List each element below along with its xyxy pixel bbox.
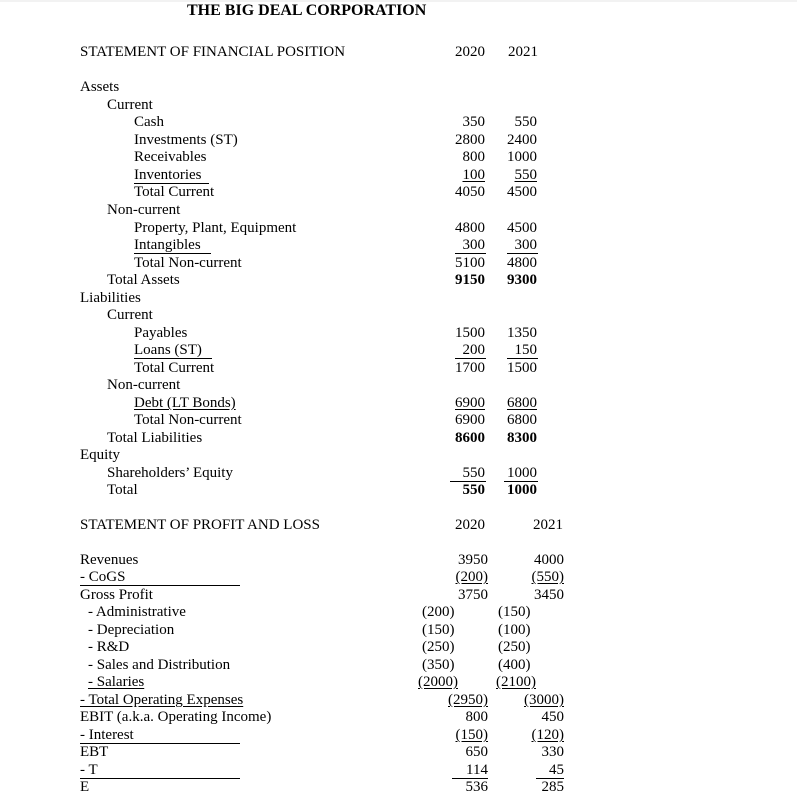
total-current-assets-label: Total Current — [134, 184, 215, 200]
debt-2020 — [445, 395, 485, 412]
spl-year-2021: 2021 — [533, 517, 563, 533]
shareholders-equity-2020: 550 — [462, 465, 485, 481]
cogs-2021-value: (550) — [531, 569, 564, 585]
ebt-label: EBT — [80, 744, 109, 760]
loans-label: Loans (ST) — [134, 342, 202, 358]
total-opex-label-text: - Total Operating Expenses — [80, 692, 244, 708]
noncurrent-liabilities-heading: Non-current — [107, 377, 181, 393]
depreciation-label: - Depreciation — [88, 622, 175, 638]
depreciation-2021: (100) — [498, 622, 531, 638]
noncurrent-assets-heading: Non-current — [107, 202, 181, 218]
interest-2021-value: (120) — [531, 727, 564, 743]
total-current-liabilities-2021: 1500 — [507, 360, 537, 376]
revenues-2021: 4000 — [534, 552, 564, 568]
receivables-label: Receivables — [134, 149, 207, 165]
debt-label-text: Debt (LT Bonds) — [134, 395, 236, 411]
spl-heading: STATEMENT OF PROFIT AND LOSS — [80, 517, 320, 533]
earnings-2021: 285 — [541, 779, 564, 795]
total-opex-2020-value: (2950) — [448, 692, 488, 708]
debt-label — [134, 395, 236, 412]
investments-2021: 2400 — [507, 132, 537, 148]
ebt-2021: 330 — [541, 744, 564, 760]
interest-2020-value: (150) — [455, 727, 488, 743]
total-opex-label — [80, 692, 243, 709]
sales-distribution-2020: (350) — [422, 657, 455, 673]
loans-2021: 150 — [514, 342, 537, 358]
sfp-year-2020: 2020 — [455, 44, 485, 60]
salaries-2020 — [418, 674, 458, 691]
interest-label: - Interest — [80, 727, 134, 743]
sfp-heading: STATEMENT OF FINANCIAL POSITION — [80, 44, 346, 60]
total-liabilities-label: Total Liabilities — [107, 430, 203, 446]
inventories-label: Inventories — [134, 167, 202, 183]
administrative-2021: (150) — [498, 604, 531, 620]
tax-rule — [80, 778, 240, 779]
total-liabilities-2021: 8300 — [507, 430, 537, 446]
inventories-2021-value: 550 — [514, 167, 537, 183]
interest-2021 — [516, 727, 564, 744]
total-current-assets-2020: 4050 — [455, 184, 485, 200]
cogs-2021 — [516, 569, 564, 586]
cash-label: Cash — [134, 114, 164, 130]
inventories-2020-value: 100 — [462, 167, 485, 183]
cogs-label: - CoGS — [80, 569, 126, 585]
sfp-year-2021: 2021 — [508, 44, 538, 60]
cash-2021: 550 — [514, 114, 537, 130]
total-opex-2020 — [440, 692, 488, 709]
liabilities-heading: Liabilities — [80, 290, 141, 306]
total-assets-label: Total Assets — [107, 272, 180, 288]
intangibles-label: Intangibles — [134, 237, 201, 253]
ebit-2021: 450 — [541, 709, 564, 725]
earnings-2020: 536 — [465, 779, 488, 795]
total-opex-2021 — [516, 692, 564, 709]
investments-2020: 2800 — [455, 132, 485, 148]
gross-profit-2021: 3450 — [534, 587, 564, 603]
receivables-2020: 800 — [462, 149, 485, 165]
total-noncurrent-liabilities-2020: 6900 — [455, 412, 485, 428]
ppe-2020: 4800 — [455, 220, 485, 236]
depreciation-2020: (150) — [422, 622, 455, 638]
total-equity-label: Total — [107, 482, 138, 498]
revenues-2020: 3950 — [458, 552, 488, 568]
interest-2020 — [440, 727, 488, 744]
total-opex-2021-value: (3000) — [524, 692, 564, 708]
rnd-label: - R&D — [88, 639, 130, 655]
cogs-2020 — [440, 569, 488, 586]
salaries-2021-value: (2100) — [496, 674, 536, 690]
total-noncurrent-assets-label: Total Non-current — [134, 255, 242, 271]
rnd-2020: (250) — [422, 639, 455, 655]
investments-label: Investments (ST) — [134, 132, 238, 148]
total-noncurrent-assets-2020: 5100 — [455, 255, 485, 271]
total-noncurrent-liabilities-label: Total Non-current — [134, 412, 242, 428]
administrative-label: - Administrative — [88, 604, 186, 620]
receivables-2021: 1000 — [507, 149, 537, 165]
loans-underline — [134, 358, 212, 359]
salaries-2020-value: (2000) — [418, 674, 458, 690]
document-title: THE BIG DEAL CORPORATION — [187, 2, 427, 19]
inventories-2021 — [497, 167, 537, 184]
total-assets-2021: 9300 — [507, 272, 537, 288]
rnd-2021: (250) — [498, 639, 531, 655]
tax-2021: 45 — [549, 762, 564, 778]
total-assets-2020: 9150 — [455, 272, 485, 288]
total-current-assets-2021: 4500 — [507, 184, 537, 200]
ebit-2020: 800 — [465, 709, 488, 725]
gross-profit-label: Gross Profit — [80, 587, 153, 603]
debt-2021 — [497, 395, 537, 412]
assets-heading: Assets — [80, 79, 120, 95]
total-equity-2021: 1000 — [507, 482, 537, 498]
sales-distribution-label: - Sales and Distribution — [88, 657, 231, 673]
gross-profit-2020: 3750 — [458, 587, 488, 603]
revenues-label: Revenues — [80, 552, 139, 568]
salaries-label — [88, 674, 144, 691]
salaries-2021 — [496, 674, 536, 691]
payables-label: Payables — [134, 325, 188, 341]
ppe-2021: 4500 — [507, 220, 537, 236]
cash-2020: 350 — [462, 114, 485, 130]
payables-2021: 1350 — [507, 325, 537, 341]
total-current-liabilities-label: Total Current — [134, 360, 215, 376]
loans-2020: 200 — [462, 342, 485, 358]
total-liabilities-2020: 8600 — [455, 430, 485, 446]
tax-2020: 114 — [466, 762, 488, 778]
total-noncurrent-assets-2021: 4800 — [507, 255, 537, 271]
spl-year-2020: 2020 — [455, 517, 485, 533]
debt-2020-value: 6900 — [455, 395, 485, 411]
cogs-rule — [80, 585, 240, 586]
earnings-label: E — [80, 779, 90, 795]
intangibles-2020: 300 — [462, 237, 485, 253]
total-noncurrent-liabilities-2021: 6800 — [507, 412, 537, 428]
salaries-label-text: - Salaries — [88, 674, 145, 690]
ebt-2020: 650 — [465, 744, 488, 760]
debt-2021-value: 6800 — [507, 395, 537, 411]
cogs-2020-value: (200) — [455, 569, 488, 585]
inventories-2020 — [445, 167, 485, 184]
current-assets-heading: Current — [107, 97, 153, 113]
intangibles-2021: 300 — [514, 237, 537, 253]
payables-2020: 1500 — [455, 325, 485, 341]
ebit-label: EBIT (a.k.a. Operating Income) — [80, 709, 272, 725]
total-equity-2020: 550 — [462, 482, 485, 498]
total-current-liabilities-2020: 1700 — [455, 360, 485, 376]
shareholders-equity-label: Shareholders’ Equity — [107, 465, 233, 481]
tax-label: - T — [80, 762, 98, 778]
sales-distribution-2021: (400) — [498, 657, 531, 673]
ppe-label: Property, Plant, Equipment — [134, 220, 297, 236]
equity-heading: Equity — [80, 447, 120, 463]
current-liabilities-heading: Current — [107, 307, 153, 323]
administrative-2020: (200) — [422, 604, 455, 620]
intangibles-underline — [134, 253, 211, 254]
shareholders-equity-2021: 1000 — [507, 465, 537, 481]
